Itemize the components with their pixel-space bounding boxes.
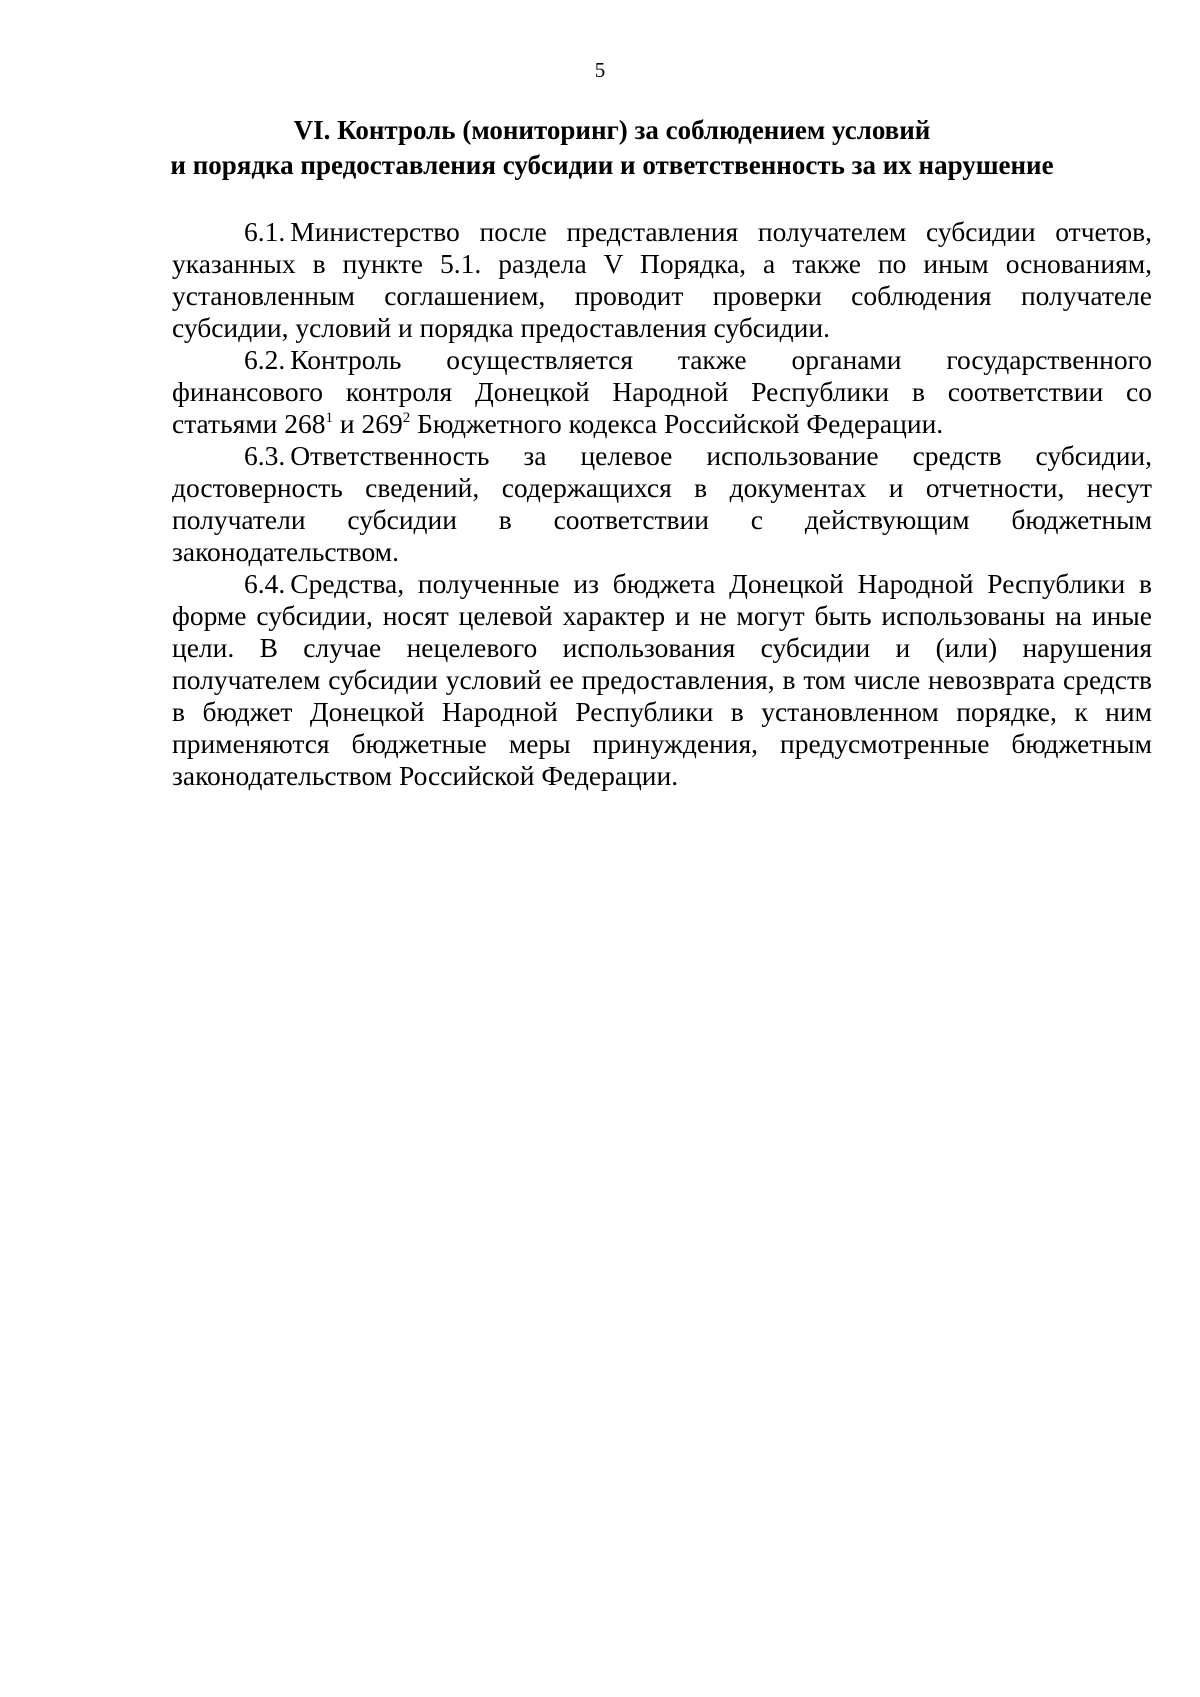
paragraph-number: 6.4. bbox=[244, 568, 286, 599]
paragraph-text: Ответственность за целевое использование средств субсидии, достоверность сведений, содержащихся в документах и отчетности, несут получатели субсидии в соответствии с действующим бюджетным законодательством. bbox=[172, 440, 1152, 567]
paragraph-6-1 bbox=[172, 216, 1152, 344]
paragraph-text: Министерство после представления получателем субсидии отчетов, указанных в пункте 5.1. раздела V Порядка, а также по иным основаниям, установленным соглашением, проводит проверки соблюдения получателе субсидии, условий и порядка предоставления субсидии. bbox=[172, 216, 1152, 343]
section-title-line-2: и порядка предоставления субсидии и ответственность за их нарушение bbox=[170, 150, 1054, 180]
superscript: 1 bbox=[325, 410, 334, 426]
paragraph-number: 6.3. bbox=[244, 440, 286, 471]
section-title-line-1: VI. Контроль (мониторинг) за соблюдением условий bbox=[293, 115, 931, 145]
paragraph-6-2 bbox=[172, 344, 1152, 440]
superscript: 2 bbox=[402, 410, 411, 426]
paragraph-text: Контроль осуществляется также органами государственного финансового контроля Донецкой Народной Республики в соответствии со статьями 268 bbox=[172, 344, 1152, 439]
paragraph-number: 6.1. bbox=[244, 216, 286, 247]
paragraph-text: Бюджетного кодекса Российской Федерации. bbox=[410, 408, 944, 439]
section-body bbox=[172, 216, 1152, 792]
page-number: 5 bbox=[594, 58, 606, 82]
paragraph-6-4 bbox=[172, 568, 1152, 792]
paragraph-6-3 bbox=[172, 440, 1152, 568]
section-title bbox=[160, 113, 1064, 183]
paragraph-number: 6.2. bbox=[244, 344, 286, 375]
paragraph-text: и 269 bbox=[333, 408, 403, 439]
paragraph-text: Средства, полученные из бюджета Донецкой Народной Республики в форме субсидии, носят целевой характер и не могут быть использованы на иные цели. В случае нецелевого использования субсидии и (или) нарушения получателем субсидии условий ее предоставления, в том числе невозврата средств в бюджет Донецкой Народной Республики в установленном порядке, к ним применяются бюджетные меры принуждения, предусмотренные бюджетным законодательством Российской Федерации. bbox=[172, 568, 1152, 791]
